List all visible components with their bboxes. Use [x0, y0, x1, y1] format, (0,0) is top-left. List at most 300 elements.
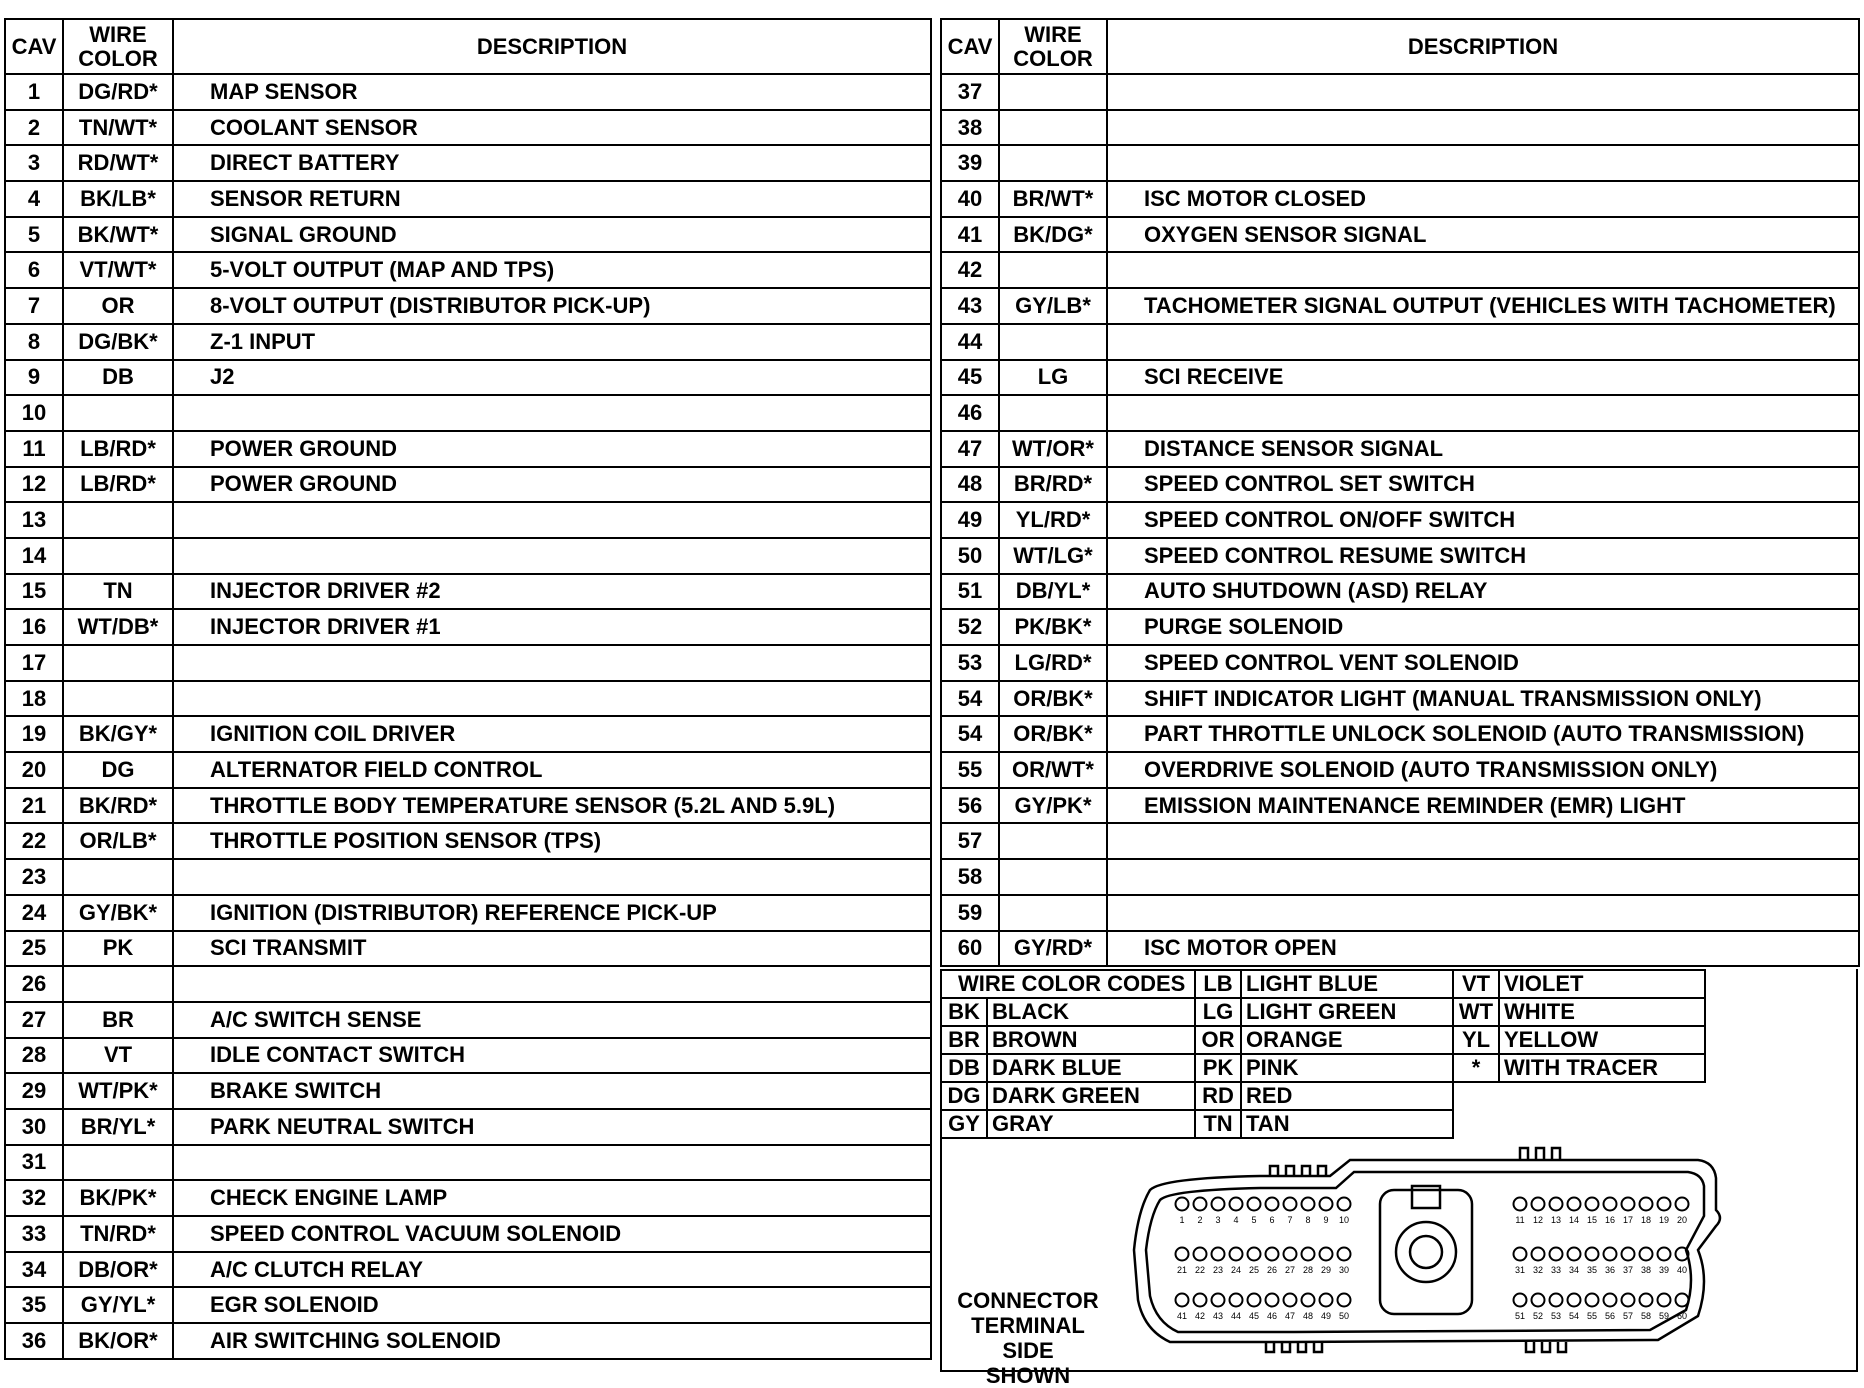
cav-cell: 7	[5, 288, 63, 324]
wire-color-cell: GY/LB*	[999, 288, 1107, 324]
pin-number: 28	[1302, 1265, 1314, 1275]
cav-cell: 27	[5, 1002, 63, 1038]
cav-cell: 15	[5, 574, 63, 610]
table-row	[5, 645, 931, 681]
cav-cell: 23	[5, 859, 63, 895]
cav-cell: 37	[941, 74, 999, 110]
table-row	[941, 752, 1859, 788]
wire-color-cell	[63, 538, 173, 574]
table-row	[941, 431, 1859, 467]
wire-color-cell: LG	[999, 360, 1107, 396]
cav-cell: 26	[5, 966, 63, 1002]
table-row	[941, 74, 1859, 110]
cav-cell: 5	[5, 217, 63, 253]
pin-hole	[1658, 1294, 1671, 1307]
cav-cell: 31	[5, 1145, 63, 1181]
cav-cell: 4	[5, 181, 63, 217]
cav-cell: 12	[5, 467, 63, 503]
description-cell: DIRECT BATTERY	[173, 145, 931, 181]
table-row	[5, 324, 931, 360]
cav-cell: 59	[941, 895, 999, 931]
pin-number: 50	[1338, 1311, 1350, 1321]
description-cell: OVERDRIVE SOLENOID (AUTO TRANSMISSION ONLY)	[1107, 752, 1859, 788]
pin-hole	[1212, 1198, 1225, 1211]
pin-number: 3	[1215, 1215, 1221, 1225]
wire-color-cell: DG/RD*	[63, 74, 173, 110]
wire-color-cell: DG	[63, 752, 173, 788]
pin-number: 5	[1251, 1215, 1257, 1225]
legend-blank	[1453, 1082, 1499, 1110]
wire-color-header: WIRE COLOR	[999, 19, 1107, 74]
description-cell	[1107, 324, 1859, 360]
pin-number: 26	[1266, 1265, 1278, 1275]
wire-color-cell: WT/LG*	[999, 538, 1107, 574]
pin-number: 7	[1287, 1215, 1293, 1225]
wire-color-cell: PK	[63, 931, 173, 967]
cav-cell: 21	[5, 788, 63, 824]
pin-number: 34	[1568, 1265, 1580, 1275]
color-code: DG	[941, 1082, 987, 1110]
pin-hole	[1320, 1198, 1333, 1211]
cav-cell: 36	[5, 1323, 63, 1359]
description-cell	[1107, 145, 1859, 181]
color-name: LIGHT GREEN	[1241, 998, 1453, 1026]
color-code: BR	[941, 1026, 987, 1054]
cav-cell: 24	[5, 895, 63, 931]
cav-cell: 25	[5, 931, 63, 967]
description-cell: SPEED CONTROL SET SWITCH	[1107, 467, 1859, 503]
cav-cell: 57	[941, 823, 999, 859]
cav-cell: 8	[5, 324, 63, 360]
pin-number: 25	[1248, 1265, 1260, 1275]
table-row	[5, 1323, 931, 1359]
table-row	[5, 1287, 931, 1323]
color-code: LB	[1195, 970, 1241, 998]
cav-cell: 30	[5, 1109, 63, 1145]
connector-diagram	[1110, 1130, 1850, 1370]
pin-number: 30	[1338, 1265, 1350, 1275]
pin-number: 18	[1640, 1215, 1652, 1225]
table-row	[5, 966, 931, 1002]
cav-cell: 44	[941, 324, 999, 360]
pin-hole	[1586, 1294, 1599, 1307]
table-row	[5, 431, 931, 467]
cav-cell: 29	[5, 1073, 63, 1109]
color-name: PINK	[1241, 1054, 1453, 1082]
pin-number: 11	[1515, 1215, 1525, 1225]
description-cell	[173, 645, 931, 681]
table-row	[5, 217, 931, 253]
pin-number: 9	[1323, 1215, 1329, 1225]
wire-color-cell: WT/OR*	[999, 431, 1107, 467]
table-row	[5, 609, 931, 645]
cav-cell: 22	[5, 823, 63, 859]
description-cell: A/C CLUTCH RELAY	[173, 1252, 931, 1288]
pin-number: 53	[1550, 1311, 1562, 1321]
table-row	[5, 895, 931, 931]
pin-number: 47	[1284, 1311, 1296, 1321]
wire-color-cell: VT	[63, 1038, 173, 1074]
color-name: WHITE	[1499, 998, 1705, 1026]
description-cell: BRAKE SWITCH	[173, 1073, 931, 1109]
pin-hole	[1532, 1198, 1545, 1211]
wire-color-cell: BK/WT*	[63, 217, 173, 253]
cav-cell: 53	[941, 645, 999, 681]
cav-cell: 6	[5, 252, 63, 288]
pin-number: 55	[1586, 1311, 1598, 1321]
pin-number: 21	[1176, 1265, 1188, 1275]
pin-hole	[1640, 1294, 1653, 1307]
pin-hole	[1302, 1198, 1315, 1211]
pin-number: 56	[1604, 1311, 1616, 1321]
description-cell: MAP SENSOR	[173, 74, 931, 110]
pin-number: 43	[1212, 1311, 1224, 1321]
wire-color-cell	[999, 823, 1107, 859]
pin-hole	[1338, 1198, 1351, 1211]
wire-color-cell: OR/LB*	[63, 823, 173, 859]
pin-hole	[1248, 1198, 1261, 1211]
description-cell	[173, 395, 931, 431]
description-cell: SPEED CONTROL VENT SOLENOID	[1107, 645, 1859, 681]
wire-color-cell: BK/OR*	[63, 1323, 173, 1359]
pin-hole	[1248, 1248, 1261, 1261]
description-cell: POWER GROUND	[173, 431, 931, 467]
description-cell: SCI TRANSMIT	[173, 931, 931, 967]
table-row	[941, 252, 1859, 288]
description-cell: ALTERNATOR FIELD CONTROL	[173, 752, 931, 788]
pin-hole	[1658, 1248, 1671, 1261]
wire-color-cell	[999, 859, 1107, 895]
description-cell: SCI RECEIVE	[1107, 360, 1859, 396]
wire-color-cell: OR/WT*	[999, 752, 1107, 788]
wire-color-header: WIRE COLOR	[63, 19, 173, 74]
table-row	[941, 823, 1859, 859]
description-cell: PARK NEUTRAL SWITCH	[173, 1109, 931, 1145]
cav-cell: 60	[941, 931, 999, 967]
table-row	[941, 360, 1859, 396]
wire-color-cell: PK/BK*	[999, 609, 1107, 645]
color-name: RED	[1241, 1082, 1453, 1110]
pin-number: 14	[1568, 1215, 1580, 1225]
cav-cell: 38	[941, 110, 999, 146]
description-cell: 5-VOLT OUTPUT (MAP AND TPS)	[173, 252, 931, 288]
pin-hole	[1284, 1294, 1297, 1307]
wire-color-cell	[63, 859, 173, 895]
wire-color-cell: YL/RD*	[999, 502, 1107, 538]
pin-number: 6	[1269, 1215, 1275, 1225]
wire-color-cell: DG/BK*	[63, 324, 173, 360]
cav-cell: 56	[941, 788, 999, 824]
cav-cell: 32	[5, 1180, 63, 1216]
description-cell: THROTTLE BODY TEMPERATURE SENSOR (5.2L AND 5.9L)	[173, 788, 931, 824]
description-cell: THROTTLE POSITION SENSOR (TPS)	[173, 823, 931, 859]
cav-cell: 9	[5, 360, 63, 396]
pin-number: 19	[1658, 1215, 1670, 1225]
wire-color-cell: DB	[63, 360, 173, 396]
pin-number: 31	[1514, 1265, 1526, 1275]
pin-number: 42	[1194, 1311, 1206, 1321]
pin-hole	[1212, 1248, 1225, 1261]
wire-color-cell: BK/DG*	[999, 217, 1107, 253]
pin-hole	[1658, 1198, 1671, 1211]
cav-cell: 2	[5, 110, 63, 146]
table-row	[5, 823, 931, 859]
description-cell: EMISSION MAINTENANCE REMINDER (EMR) LIGHT	[1107, 788, 1859, 824]
pin-hole	[1194, 1294, 1207, 1307]
cav-cell: 47	[941, 431, 999, 467]
table-row	[941, 574, 1859, 610]
pin-hole	[1622, 1248, 1635, 1261]
pin-hole	[1568, 1294, 1581, 1307]
wire-color-cell: OR	[63, 288, 173, 324]
table-row	[5, 145, 931, 181]
wire-color-cell: DB/OR*	[63, 1252, 173, 1288]
legend-row	[941, 1026, 1705, 1054]
cav-cell: 19	[5, 716, 63, 752]
color-code: RD	[1195, 1082, 1241, 1110]
cav-cell: 16	[5, 609, 63, 645]
cav-cell: 3	[5, 145, 63, 181]
wire-color-cell: BR/WT*	[999, 181, 1107, 217]
pin-number: 32	[1532, 1265, 1544, 1275]
table-row	[941, 931, 1859, 967]
description-cell: A/C SWITCH SENSE	[173, 1002, 931, 1038]
pin-number: 44	[1230, 1311, 1242, 1321]
pin-hole	[1302, 1248, 1315, 1261]
table-row	[5, 74, 931, 110]
pin-hole	[1676, 1294, 1689, 1307]
pin-number: 45	[1248, 1311, 1260, 1321]
pin-hole	[1212, 1294, 1225, 1307]
description-cell: 8-VOLT OUTPUT (DISTRIBUTOR PICK-UP)	[173, 288, 931, 324]
cav-cell: 39	[941, 145, 999, 181]
table-row	[941, 716, 1859, 752]
table-row	[5, 681, 931, 717]
description-cell	[173, 1145, 931, 1181]
wire-color-cell	[999, 324, 1107, 360]
wire-color-cell: WT/DB*	[63, 609, 173, 645]
color-code: *	[1453, 1054, 1499, 1082]
wire-color-cell	[63, 645, 173, 681]
table-row	[5, 467, 931, 503]
pin-hole	[1514, 1248, 1527, 1261]
pin-hole	[1550, 1248, 1563, 1261]
description-cell: IGNITION (DISTRIBUTOR) REFERENCE PICK-UP	[173, 895, 931, 931]
table-row	[941, 217, 1859, 253]
cav-cell: 54	[941, 716, 999, 752]
description-cell: ISC MOTOR CLOSED	[1107, 181, 1859, 217]
description-cell: SPEED CONTROL ON/OFF SWITCH	[1107, 502, 1859, 538]
pin-hole	[1640, 1248, 1653, 1261]
pin-number: 40	[1676, 1265, 1688, 1275]
table-row	[5, 360, 931, 396]
wire-color-cell: GY/PK*	[999, 788, 1107, 824]
pin-hole	[1230, 1294, 1243, 1307]
table-row	[941, 395, 1859, 431]
wire-color-cell: VT/WT*	[63, 252, 173, 288]
pin-number: 41	[1176, 1311, 1188, 1321]
color-code: PK	[1195, 1054, 1241, 1082]
wire-color-cell: TN	[63, 574, 173, 610]
pin-hole	[1320, 1248, 1333, 1261]
pin-number: 2	[1197, 1215, 1203, 1225]
wire-color-cell: TN/WT*	[63, 110, 173, 146]
color-name: WITH TRACER	[1499, 1054, 1705, 1082]
cav-cell: 48	[941, 467, 999, 503]
pin-hole	[1514, 1198, 1527, 1211]
wire-color-cell: GY/YL*	[63, 1287, 173, 1323]
pin-number: 51	[1514, 1311, 1526, 1321]
cav-cell: 52	[941, 609, 999, 645]
pin-hole	[1266, 1198, 1279, 1211]
description-cell: SENSOR RETURN	[173, 181, 931, 217]
connector-pins	[1176, 1198, 1689, 1322]
description-header: DESCRIPTION	[1107, 19, 1859, 74]
table-row	[5, 181, 931, 217]
cav-header: CAV	[941, 19, 999, 74]
description-cell: SPEED CONTROL RESUME SWITCH	[1107, 538, 1859, 574]
pin-hole	[1532, 1248, 1545, 1261]
cav-cell: 17	[5, 645, 63, 681]
pin-number: 8	[1305, 1215, 1311, 1225]
wire-color-cell: GY/BK*	[63, 895, 173, 931]
pin-number: 35	[1586, 1265, 1598, 1275]
legend-title: WIRE COLOR CODES	[941, 970, 1195, 998]
pin-number: 37	[1622, 1265, 1634, 1275]
description-cell	[1107, 252, 1859, 288]
legend-row	[941, 998, 1705, 1026]
description-cell	[1107, 895, 1859, 931]
cav-cell: 50	[941, 538, 999, 574]
table-row	[5, 859, 931, 895]
description-cell: IGNITION COIL DRIVER	[173, 716, 931, 752]
pin-hole	[1230, 1248, 1243, 1261]
pin-hole	[1176, 1198, 1189, 1211]
table-row	[5, 752, 931, 788]
wire-color-cell: OR/BK*	[999, 681, 1107, 717]
wire-color-cell	[999, 395, 1107, 431]
pin-hole	[1284, 1198, 1297, 1211]
connector-label-line: CONNECTOR	[957, 1288, 1099, 1313]
pin-hole	[1338, 1248, 1351, 1261]
pin-hole	[1622, 1198, 1635, 1211]
table-row	[5, 1038, 931, 1074]
pin-number: 54	[1568, 1311, 1580, 1321]
cav-header: CAV	[5, 19, 63, 74]
pin-hole	[1176, 1294, 1189, 1307]
cav-cell: 41	[941, 217, 999, 253]
pin-number: 13	[1550, 1215, 1562, 1225]
pin-hole	[1302, 1294, 1315, 1307]
description-cell: PART THROTTLE UNLOCK SOLENOID (AUTO TRANSMISSION)	[1107, 716, 1859, 752]
cav-cell: 45	[941, 360, 999, 396]
color-code: DB	[941, 1054, 987, 1082]
wire-color-codes-table	[940, 969, 1706, 1139]
wire-color-cell	[999, 74, 1107, 110]
table-row	[5, 788, 931, 824]
pin-number: 36	[1604, 1265, 1616, 1275]
legend-row	[941, 1054, 1705, 1082]
color-code: GY	[941, 1110, 987, 1138]
pin-hole	[1586, 1198, 1599, 1211]
connector-label-line: TERMINAL SIDE	[971, 1313, 1085, 1363]
pin-number: 39	[1658, 1265, 1670, 1275]
wire-color-cell	[63, 502, 173, 538]
table-row	[941, 502, 1859, 538]
pin-hole	[1176, 1248, 1189, 1261]
pin-hole	[1266, 1294, 1279, 1307]
pin-hole	[1284, 1248, 1297, 1261]
pin-number: 46	[1266, 1311, 1278, 1321]
wire-color-cell: LB/RD*	[63, 467, 173, 503]
description-cell	[173, 859, 931, 895]
table-row	[941, 859, 1859, 895]
cav-cell: 40	[941, 181, 999, 217]
pin-number: 57	[1622, 1311, 1634, 1321]
description-cell: Z-1 INPUT	[173, 324, 931, 360]
pin-hole	[1568, 1198, 1581, 1211]
cav-cell: 51	[941, 574, 999, 610]
table-row	[5, 110, 931, 146]
pin-hole	[1532, 1294, 1545, 1307]
table-row	[5, 502, 931, 538]
pin-number: 10	[1338, 1215, 1350, 1225]
pin-number: 16	[1604, 1215, 1616, 1225]
pin-hole	[1230, 1198, 1243, 1211]
table-row	[5, 1252, 931, 1288]
cav-cell: 28	[5, 1038, 63, 1074]
wire-color-cell: BK/GY*	[63, 716, 173, 752]
description-cell: POWER GROUND	[173, 467, 931, 503]
description-cell: IDLE CONTACT SWITCH	[173, 1038, 931, 1074]
table-row	[5, 716, 931, 752]
cav-cell: 14	[5, 538, 63, 574]
wire-color-cell	[63, 395, 173, 431]
description-cell: AIR SWITCHING SOLENOID	[173, 1323, 931, 1359]
color-code: LG	[1195, 998, 1241, 1026]
color-name: ORANGE	[1241, 1026, 1453, 1054]
legend-blank	[1499, 1082, 1705, 1110]
table-row	[941, 467, 1859, 503]
pin-number: 52	[1532, 1311, 1544, 1321]
table-row	[941, 538, 1859, 574]
table-row	[941, 110, 1859, 146]
pin-hole	[1568, 1248, 1581, 1261]
description-cell	[1107, 395, 1859, 431]
description-cell: CHECK ENGINE LAMP	[173, 1180, 931, 1216]
description-cell: EGR SOLENOID	[173, 1287, 931, 1323]
table-row	[5, 574, 931, 610]
wire-color-cell: BR/YL*	[63, 1109, 173, 1145]
pin-hole	[1194, 1198, 1207, 1211]
description-cell: SPEED CONTROL VACUUM SOLENOID	[173, 1216, 931, 1252]
description-cell: PURGE SOLENOID	[1107, 609, 1859, 645]
color-code: OR	[1195, 1026, 1241, 1054]
table-header-row	[5, 19, 931, 74]
cav-cell: 18	[5, 681, 63, 717]
description-cell	[173, 502, 931, 538]
pin-number: 49	[1320, 1311, 1332, 1321]
pin-hole	[1676, 1198, 1689, 1211]
table-row	[941, 324, 1859, 360]
pin-hole	[1194, 1248, 1207, 1261]
pin-number: 20	[1676, 1215, 1688, 1225]
color-name: VIOLET	[1499, 970, 1705, 998]
pin-number: 15	[1586, 1215, 1598, 1225]
table-row	[5, 395, 931, 431]
pin-hole	[1622, 1294, 1635, 1307]
table-row	[941, 609, 1859, 645]
